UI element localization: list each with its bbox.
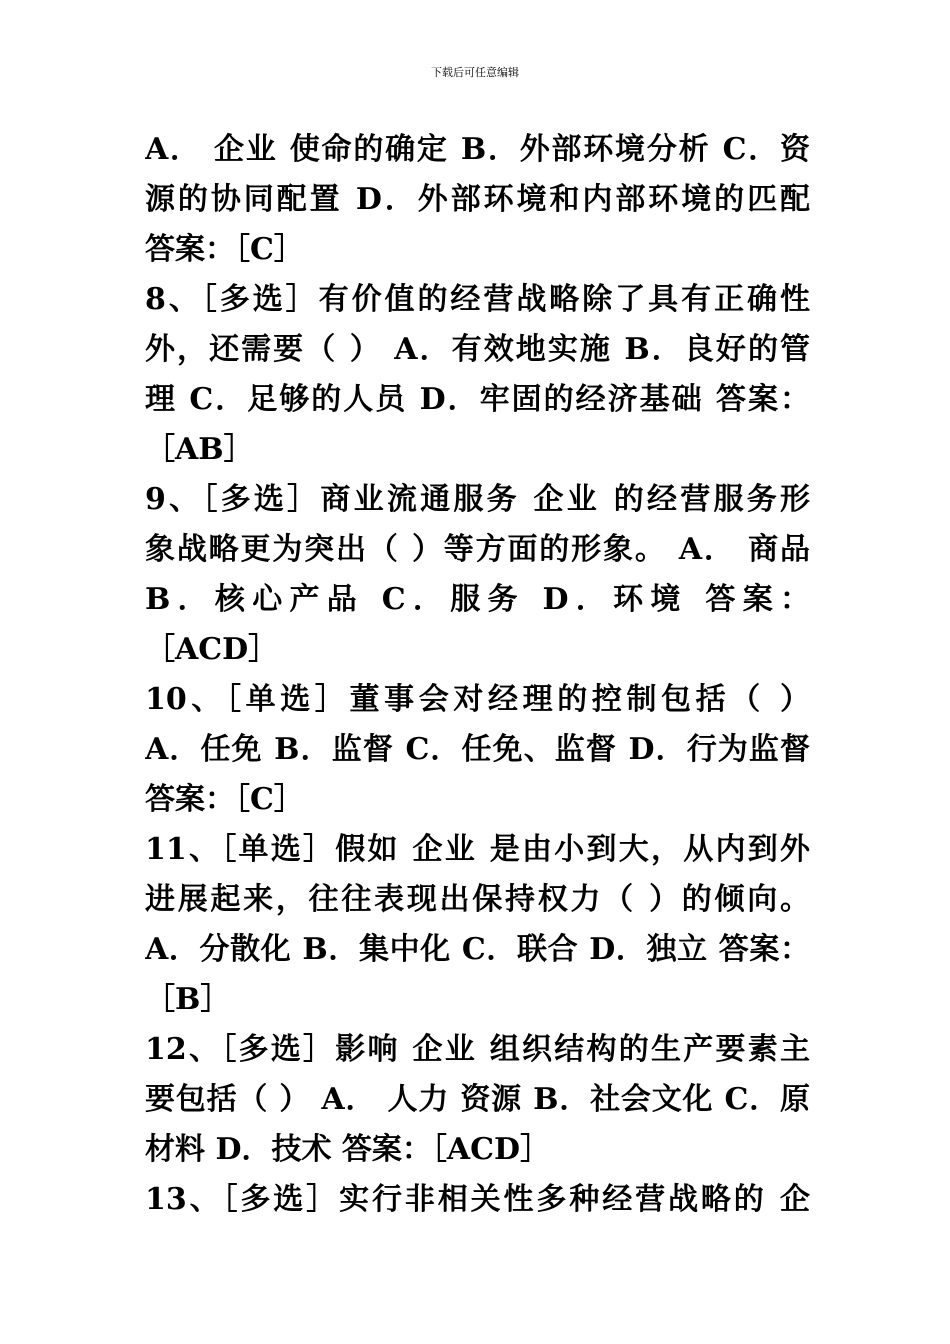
text-line: A．分散化 B．集中化 C．联合 D．独立 答案： — [145, 932, 810, 967]
answer-line: 材料 D．技术 答案：［ACD］ — [145, 1132, 551, 1167]
question-10-line: 10、［单选］董事会对经理的控制包括（ ） — [145, 682, 810, 717]
text-line: B．核心产品 C．服务 D．环境 答案： — [145, 582, 810, 617]
page-header: 下载后可任意编辑 — [431, 66, 519, 79]
text-line: A．任免 B．监督 C．任免、监督 D．行为监督 — [145, 732, 810, 767]
answer-line: ［B］ — [145, 982, 231, 1017]
text-line: 象战略更为突出（ ）等方面的形象。 A． 商品 — [145, 532, 810, 567]
answer-line: ［ACD］ — [145, 632, 279, 667]
answer-line: 答案：［C］ — [145, 232, 304, 267]
text-line: 理 C．足够的人员 D．牢固的经济基础 答案： — [145, 382, 810, 417]
answer-line: ［AB］ — [145, 432, 254, 467]
question-11-line: 11、［单选］假如 企业 是由小到大，从内到外 — [145, 832, 810, 867]
text-line: 进展起来，往往表现出保持权力（ ）的倾向。 — [145, 882, 810, 917]
question-13-line: 13、［多选］实行非相关性多种经营战略的 企 — [145, 1182, 810, 1217]
text-line: A． 企业 使命的确定 B．外部环境分析 C．资 — [145, 132, 810, 167]
question-list — [145, 125, 810, 1225]
question-12-line: 12、［多选］影响 企业 组织结构的生产要素主 — [145, 1032, 810, 1067]
question-9-line: 9、［多选］商业流通服务 企业 的经营服务形 — [145, 482, 810, 517]
question-8-line: 8、［多选］有价值的经营战略除了具有正确性 — [145, 282, 810, 317]
text-line: 要包括（ ） A． 人力 资源 B．社会文化 C．原 — [145, 1082, 810, 1117]
answer-line: 答案：［C］ — [145, 782, 304, 817]
text-line: 外，还需要（ ） A．有效地实施 B．良好的管 — [145, 332, 810, 367]
text-line: 源的协同配置 D．外部环境和内部环境的匹配 — [145, 182, 810, 217]
